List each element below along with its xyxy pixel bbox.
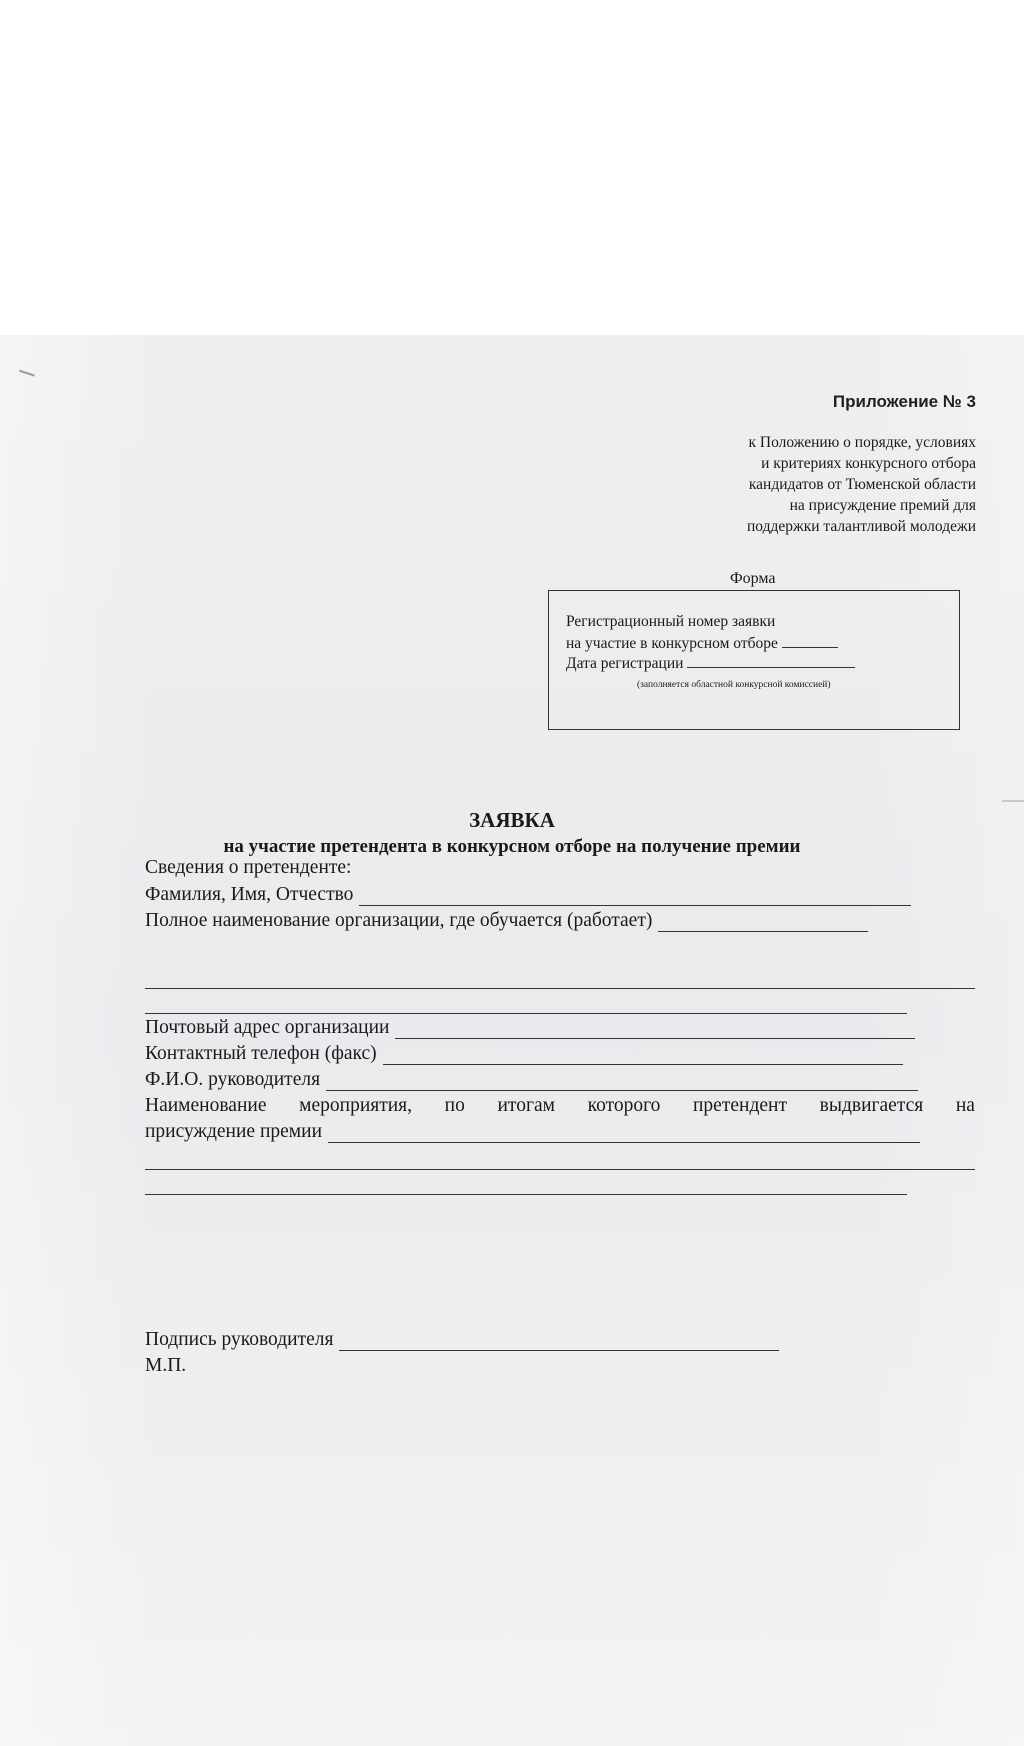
appendix-line: и критериях конкурсного отбора: [761, 455, 976, 472]
postal-address-label: Почтовый адрес организации: [145, 1017, 390, 1038]
organization-blank[interactable]: [658, 913, 868, 932]
appendix-title: Приложение № 3: [832, 392, 976, 411]
registration-date-blank[interactable]: [687, 653, 855, 668]
postal-address-field: [145, 1017, 915, 1039]
registration-number-blank[interactable]: [782, 633, 838, 648]
event-label-line: [145, 1095, 975, 1117]
event-word: на: [955, 1095, 975, 1116]
signature-blank[interactable]: [339, 1332, 779, 1351]
event-blank[interactable]: [328, 1124, 920, 1143]
event-label-cont: присуждение премии: [145, 1121, 323, 1142]
registration-number-label: Регистрационный номер заявки: [566, 613, 776, 630]
event-word: итогам: [497, 1095, 555, 1116]
scan-artifact: [1002, 800, 1024, 802]
appendix-line: поддержки талантливой молодежи: [746, 518, 976, 535]
registration-date-line: [566, 653, 855, 673]
registration-date-label: Дата регистрации: [566, 655, 684, 672]
appendix-line: кандидатов от Тюменской области: [748, 476, 976, 493]
appendix-line: к Положению о порядке, условиях: [748, 434, 976, 451]
supervisor-name-blank[interactable]: [326, 1072, 918, 1091]
seal-label: М.П.: [145, 1355, 187, 1376]
scanned-page: [0, 335, 1024, 1746]
section-label: Сведения о претенденте:: [145, 857, 352, 878]
registration-note: (заполняется областной конкурсной комиссией): [637, 680, 831, 690]
event-blank-line-3[interactable]: [145, 1194, 907, 1195]
full-name-label: Фамилия, Имя, Отчество: [145, 884, 354, 905]
contact-phone-field: [145, 1043, 903, 1065]
event-word: претендент: [693, 1095, 787, 1116]
event-blank-line-2[interactable]: [145, 1169, 975, 1170]
registration-number-line: [566, 633, 838, 653]
signature-label: Подпись руководителя: [145, 1329, 334, 1350]
registration-number-label-2: на участие в конкурсном отборе: [566, 635, 778, 652]
event-word: мероприятия,: [299, 1095, 413, 1116]
document-subtitle: на участие претендента в конкурсном отборе на получение премии: [223, 836, 801, 857]
appendix-reference: [747, 432, 976, 537]
organization-label: Полное наименование организации, где обучается (работает): [145, 910, 653, 931]
event-word: выдвигается: [819, 1095, 924, 1116]
event-field: [145, 1121, 920, 1143]
contact-phone-blank[interactable]: [383, 1046, 903, 1065]
full-name-field: [145, 884, 911, 906]
signature-field: [145, 1329, 779, 1351]
form-label: Форма: [730, 570, 776, 587]
supervisor-name-field: [145, 1069, 918, 1091]
postal-address-blank[interactable]: [395, 1020, 915, 1039]
organization-field: [145, 910, 868, 932]
contact-phone-label: Контактный телефон (факс): [145, 1043, 377, 1064]
organization-blank-line-2[interactable]: [145, 988, 975, 989]
appendix-line: на присуждение премий для: [789, 497, 976, 514]
event-word: которого: [587, 1095, 661, 1116]
organization-blank-line-3[interactable]: [145, 1013, 907, 1014]
event-word: по: [444, 1095, 465, 1116]
event-word: Наименование: [145, 1095, 267, 1116]
document-title: ЗАЯВКА: [469, 808, 555, 832]
supervisor-name-label: Ф.И.О. руководителя: [145, 1069, 321, 1090]
full-name-blank[interactable]: [359, 887, 911, 906]
